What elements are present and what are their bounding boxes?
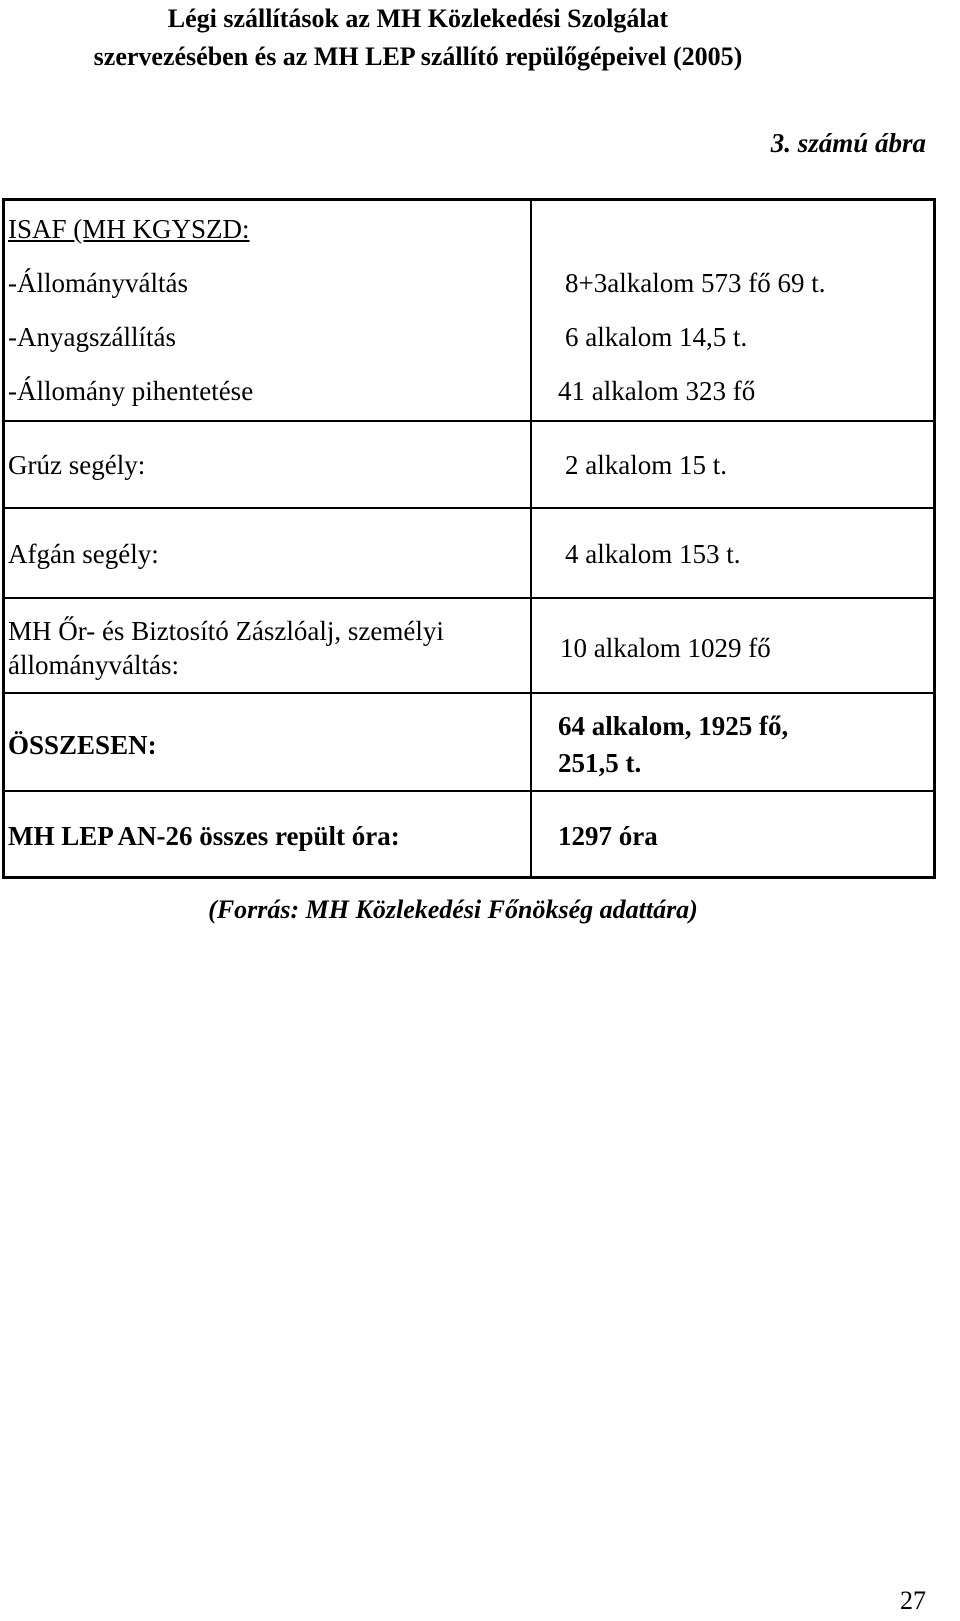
- afgan-value: 4 alkalom 153 t.: [565, 539, 741, 569]
- isaf-row-label: -Állomány pihentetése: [8, 376, 254, 406]
- total-label: ÖSSZESEN:: [8, 730, 157, 760]
- isaf-row-label: -Állományváltás: [8, 268, 188, 298]
- gruz-label: Grúz segély:: [8, 450, 146, 480]
- mh-or-label-line-2: állományváltás:: [8, 650, 179, 680]
- document-title: [0, 0, 836, 76]
- column-divider: [530, 201, 532, 876]
- row-divider: [5, 420, 933, 422]
- transport-table: [2, 198, 936, 879]
- row-divider: [5, 507, 933, 509]
- figure-label: 3. számú ábra: [770, 128, 926, 158]
- gruz-value: 2 alkalom 15 t.: [565, 450, 727, 480]
- title-line-1: Légi szállítások az MH Közlekedési Szolgálat: [167, 4, 669, 33]
- isaf-header: ISAF (MH KGYSZD:: [8, 214, 250, 244]
- an26-value: 1297 óra: [558, 821, 658, 851]
- isaf-row-label: -Anyagszállítás: [8, 322, 176, 352]
- an26-label: MH LEP AN-26 összes repült óra:: [8, 821, 400, 851]
- source-note: (Forrás: MH Közlekedési Főnökség adattára): [208, 895, 698, 924]
- isaf-row-value: 41 alkalom 323 fő: [558, 376, 756, 406]
- total-value-line-2: 251,5 t.: [558, 748, 642, 778]
- row-divider: [5, 597, 933, 599]
- row-divider: [5, 790, 933, 792]
- page-number: 27: [900, 1586, 926, 1615]
- mh-or-value: 10 alkalom 1029 fő: [560, 633, 771, 663]
- mh-or-label-line-1: MH Őr- és Biztosító Zászlóalj, személyi: [8, 616, 444, 646]
- afgan-label: Afgán segély:: [8, 539, 159, 569]
- total-value-line-1: 64 alkalom, 1925 fő,: [558, 711, 789, 741]
- isaf-row-value: 6 alkalom 14,5 t.: [565, 322, 748, 352]
- isaf-row-value: 8+3alkalom 573 fő 69 t.: [565, 268, 826, 298]
- row-divider: [5, 692, 933, 694]
- title-line-2: szervezésében és az MH LEP szállító repülőgépeivel (2005): [93, 42, 743, 71]
